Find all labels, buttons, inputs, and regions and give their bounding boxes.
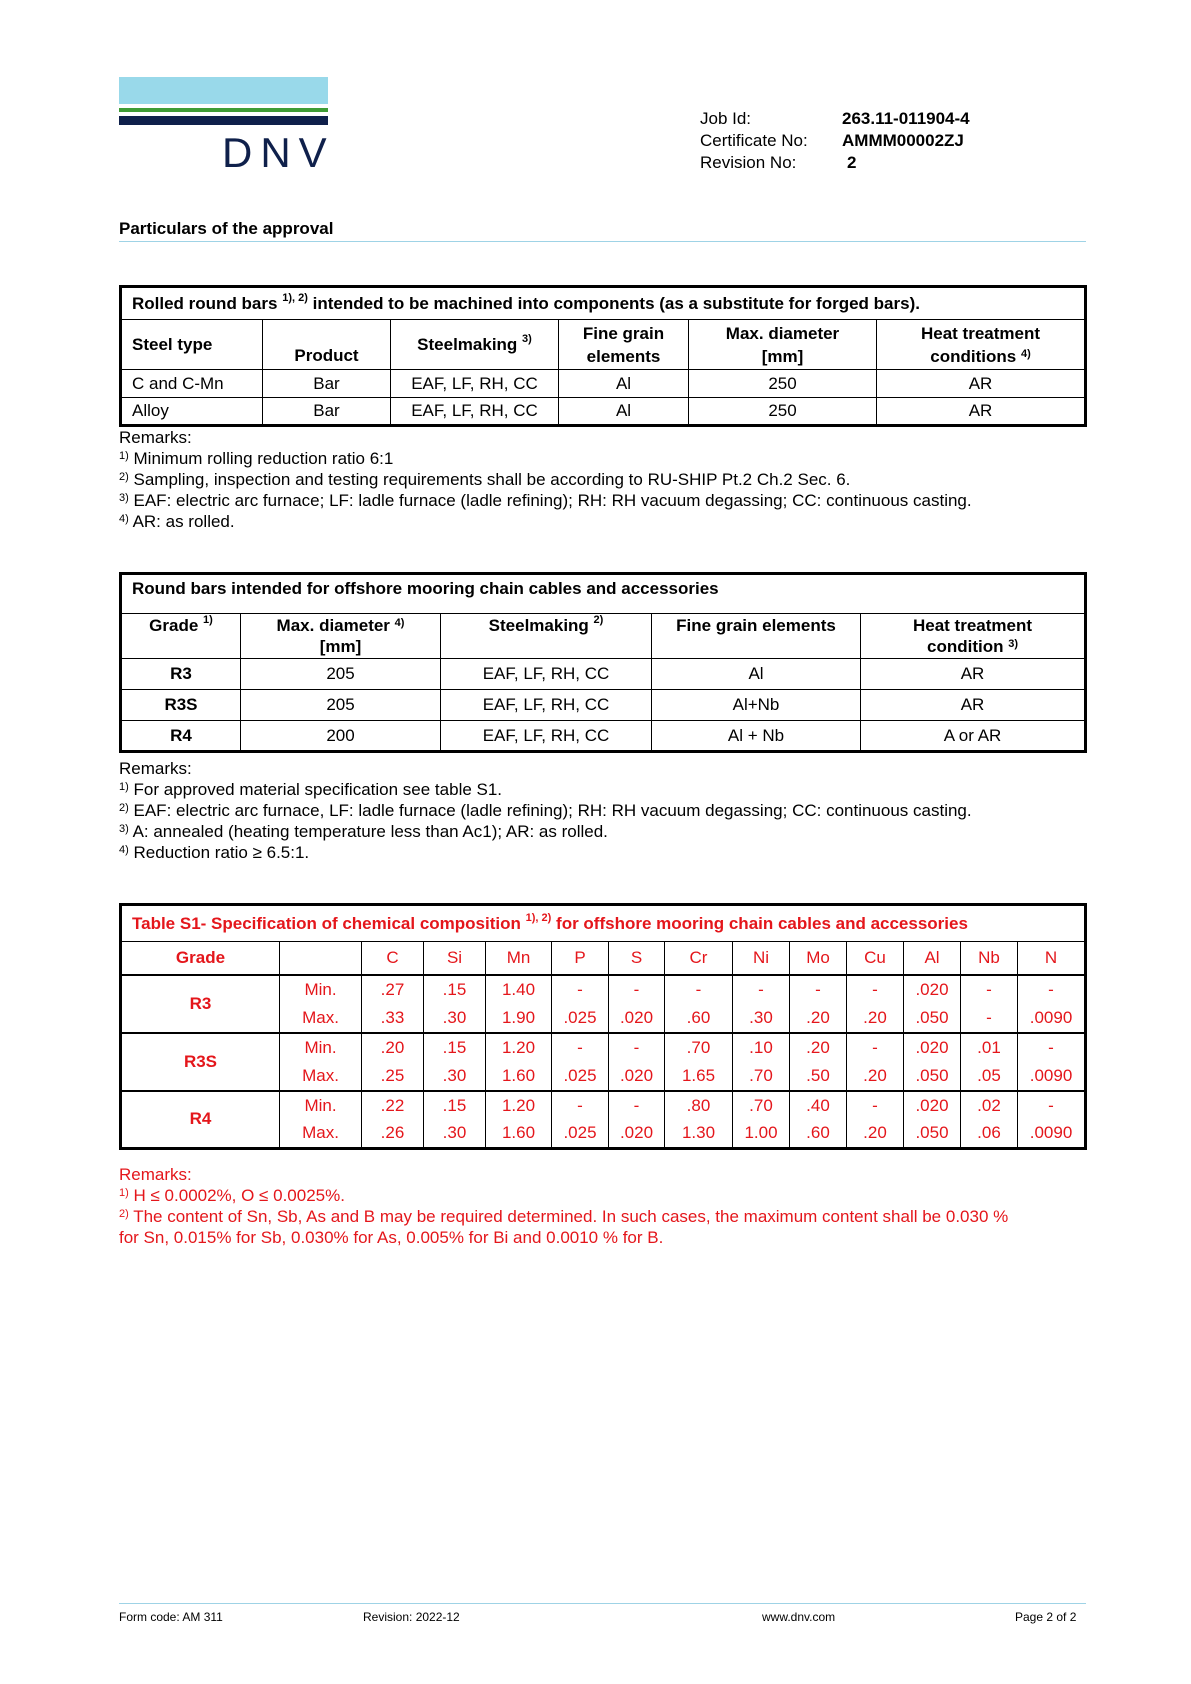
cell-value: .025 xyxy=(552,1120,609,1149)
logo-bar-dark-blue xyxy=(119,116,328,125)
cell-value: 1.60 xyxy=(486,1062,552,1091)
cell-value: .70 xyxy=(665,1033,733,1062)
cell-value: .020 xyxy=(609,1004,665,1033)
cell-steelmaking: EAF, LF, RH, CC xyxy=(391,398,559,426)
cell-value: .0090 xyxy=(1018,1062,1086,1091)
cell-value: 1.40 xyxy=(486,975,552,1004)
table2-header-row xyxy=(121,614,1086,659)
cell-value: .0090 xyxy=(1018,1004,1086,1033)
cell-fine-grain: Al + Nb xyxy=(652,721,861,752)
cell-value: .20 xyxy=(847,1004,904,1033)
remark-line: for Sn, 0.015% for Sb, 0.030% for As, 0.005% for Bi and 0.0010 % for B. xyxy=(119,1228,664,1247)
rolled-round-bars-table xyxy=(119,285,1087,427)
header-steelmaking: Steelmaking $^{3)}$ xyxy=(391,320,559,370)
header-heat-treatment: Heat treatment condition $^{3)}$ xyxy=(861,614,1086,659)
cell-value: .02 xyxy=(961,1091,1018,1120)
cell-value: .20 xyxy=(790,1033,847,1062)
remark-line: $^{1)}$ Minimum rolling reduction ratio 6:1 xyxy=(119,449,394,468)
cell-max-diameter: 250 xyxy=(689,398,877,426)
header-grade: Grade $^{1)}$ xyxy=(121,614,241,659)
table-row xyxy=(121,370,1086,398)
job-id-label: Job Id: xyxy=(700,109,752,128)
cell-max-diameter: 250 xyxy=(689,370,877,398)
cell-value: .30 xyxy=(424,1004,486,1033)
cell-value: - xyxy=(552,1033,609,1062)
header-element: Si xyxy=(424,942,486,975)
cell-value: - xyxy=(847,975,904,1004)
certificate-meta xyxy=(700,108,970,174)
cell-value: 1.30 xyxy=(665,1120,733,1149)
cell-value: - xyxy=(847,1033,904,1062)
cell-value: - xyxy=(733,975,790,1004)
cell-value: .20 xyxy=(790,1004,847,1033)
table1-title: Rolled round bars $^{1), 2)}$ intended to be machined into components (as a substitute for forged bars). xyxy=(121,287,1086,320)
cell-heat-treatment: AR xyxy=(877,370,1086,398)
footer-divider xyxy=(119,1603,1086,1604)
cell-value: .25 xyxy=(362,1062,424,1091)
job-id-value: 263.11-011904-4 xyxy=(842,109,970,128)
remarks-heading: Remarks: xyxy=(119,428,192,447)
logo-text: DNV xyxy=(222,129,335,176)
cell-steel-type: Alloy xyxy=(121,398,263,426)
cell-value: .60 xyxy=(665,1004,733,1033)
cell-value: - xyxy=(609,975,665,1004)
cell-value: .025 xyxy=(552,1062,609,1091)
cell-limit-label: Max. xyxy=(280,1004,362,1033)
cell-heat-treatment: A or AR xyxy=(861,721,1086,752)
cell-grade: R3 xyxy=(121,659,241,690)
certificate-no-label: Certificate No: xyxy=(700,131,808,150)
cell-max-diameter: 205 xyxy=(241,690,441,721)
cell-value: 1.90 xyxy=(486,1004,552,1033)
cell-value: .40 xyxy=(790,1091,847,1120)
cell-value: .27 xyxy=(362,975,424,1004)
remarks-heading: Remarks: xyxy=(119,759,192,778)
table-row xyxy=(121,721,1086,752)
remark-line: $^{3)}$ A: annealed (heating temperature less than Ac1); AR: as rolled. xyxy=(119,822,608,841)
cell-value: .60 xyxy=(790,1120,847,1149)
header-element: S xyxy=(609,942,665,975)
cell-value: 1.20 xyxy=(486,1033,552,1062)
cell-heat-treatment: AR xyxy=(877,398,1086,426)
header-element: N xyxy=(1018,942,1086,975)
header-fine-grain: Fine grain elements xyxy=(559,320,689,370)
footer-revision: Revision: 2022-12 xyxy=(363,1610,460,1624)
table3-remarks xyxy=(119,1164,1008,1248)
cell-heat-treatment: AR xyxy=(861,690,1086,721)
table-row xyxy=(121,690,1086,721)
table-row xyxy=(121,1091,1086,1120)
header-element: Ni xyxy=(733,942,790,975)
cell-value: 1.60 xyxy=(486,1120,552,1149)
cell-grade: R3S xyxy=(121,690,241,721)
cell-value: .30 xyxy=(733,1004,790,1033)
cell-value: .020 xyxy=(904,1033,961,1062)
cell-value: .020 xyxy=(904,1091,961,1120)
cell-value: .050 xyxy=(904,1004,961,1033)
cell-grade: R3 xyxy=(121,975,280,1033)
cell-steelmaking: EAF, LF, RH, CC xyxy=(441,659,652,690)
table-row xyxy=(121,398,1086,426)
header-element: Mo xyxy=(790,942,847,975)
cell-value: - xyxy=(552,975,609,1004)
cell-steelmaking: EAF, LF, RH, CC xyxy=(441,721,652,752)
cell-value: - xyxy=(1018,1033,1086,1062)
cell-value: .05 xyxy=(961,1062,1018,1091)
table-row xyxy=(121,1033,1086,1062)
header-element: Al xyxy=(904,942,961,975)
cell-value: - xyxy=(1018,975,1086,1004)
cell-value: - xyxy=(609,1033,665,1062)
cell-product: Bar xyxy=(263,370,391,398)
section-title: Particulars of the approval xyxy=(119,219,334,238)
cell-grade: R4 xyxy=(121,1091,280,1149)
cell-grade: R3S xyxy=(121,1033,280,1091)
cell-value: .50 xyxy=(790,1062,847,1091)
cell-value: .020 xyxy=(609,1062,665,1091)
section-divider xyxy=(119,241,1086,242)
mooring-chain-bars-table xyxy=(119,572,1087,753)
header-steel-type: Steel type xyxy=(121,320,263,370)
table2-remarks xyxy=(119,758,972,863)
header-element: Mn xyxy=(486,942,552,975)
table3-title: Table S1- Specification of chemical composition $^{1), 2)}$ for offshore mooring chain cables and accessories xyxy=(121,905,1086,942)
remark-line: $^{2)}$ Sampling, inspection and testing requirements shall be according to RU-SHIP Pt.2 Ch.2 Sec. 6. xyxy=(119,470,851,489)
cell-value: - xyxy=(665,975,733,1004)
remark-line: $^{1)}$ For approved material specification see table S1. xyxy=(119,780,503,799)
remark-line: $^{1)}$ H ≤ 0.0002%, O ≤ 0.0025%. xyxy=(119,1186,345,1205)
cell-limit-label: Max. xyxy=(280,1120,362,1149)
cell-value: .020 xyxy=(609,1120,665,1149)
logo-bar-green xyxy=(119,108,328,112)
revision-no-label: Revision No: xyxy=(700,153,797,172)
cell-value: .050 xyxy=(904,1062,961,1091)
remark-line: $^{4)}$ Reduction ratio ≥ 6.5:1. xyxy=(119,843,310,862)
cell-value: - xyxy=(961,975,1018,1004)
remark-line: $^{4)}$ AR: as rolled. xyxy=(119,512,235,531)
cell-value: .020 xyxy=(904,975,961,1004)
cell-value: .30 xyxy=(424,1120,486,1149)
cell-steelmaking: EAF, LF, RH, CC xyxy=(441,690,652,721)
cell-value: .30 xyxy=(424,1062,486,1091)
cell-fine-grain: Al+Nb xyxy=(652,690,861,721)
remarks-heading: Remarks: xyxy=(119,1165,192,1184)
table1-remarks xyxy=(119,427,972,532)
logo-bar-light-blue xyxy=(119,77,328,104)
cell-limit-label: Max. xyxy=(280,1062,362,1091)
cell-value: .10 xyxy=(733,1033,790,1062)
cell-limit-label: Min. xyxy=(280,1091,362,1120)
cell-value: - xyxy=(609,1091,665,1120)
cell-value: 1.65 xyxy=(665,1062,733,1091)
certificate-no-value: AMMM00002ZJ xyxy=(842,131,964,150)
cell-steelmaking: EAF, LF, RH, CC xyxy=(391,370,559,398)
cell-value: 1.20 xyxy=(486,1091,552,1120)
table3-header-row xyxy=(121,942,1086,975)
remark-line: $^{2)}$ EAF: electric arc furnace, LF: ladle furnace (ladle refining); RH: RH vacuum degassing; CC: continuous casting. xyxy=(119,801,972,820)
cell-value: .15 xyxy=(424,1033,486,1062)
header-product: Product xyxy=(263,320,391,370)
cell-steel-type: C and C-Mn xyxy=(121,370,263,398)
remark-line: $^{3)}$ EAF: electric arc furnace; LF: ladle furnace (ladle refining); RH: RH vacuum degassing; CC: continuous casting. xyxy=(119,491,972,510)
revision-no-value: 2 xyxy=(847,153,857,172)
header-element: Cr xyxy=(665,942,733,975)
cell-limit-label: Min. xyxy=(280,975,362,1004)
cell-value: .025 xyxy=(552,1004,609,1033)
cell-value: .050 xyxy=(904,1120,961,1149)
table-row xyxy=(121,659,1086,690)
header-max-diameter: Max. diameter [mm] xyxy=(689,320,877,370)
header-grade: Grade xyxy=(121,942,280,975)
cell-value: 1.00 xyxy=(733,1120,790,1149)
cell-fine-grain: Al xyxy=(652,659,861,690)
header-element: C xyxy=(362,942,424,975)
table1-header-row xyxy=(121,320,1086,370)
cell-value: .70 xyxy=(733,1091,790,1120)
cell-value: .70 xyxy=(733,1062,790,1091)
chemical-composition-table xyxy=(119,903,1087,1150)
cell-fine-grain: Al xyxy=(559,370,689,398)
header-steelmaking: Steelmaking $^{2)}$ xyxy=(441,614,652,659)
cell-value: .15 xyxy=(424,975,486,1004)
cell-value: .20 xyxy=(362,1033,424,1062)
remark-line: $^{2)}$ The content of Sn, Sb, As and B may be required determined. In such cases, the maximum content shall be 0.030 % xyxy=(119,1207,1009,1226)
cell-value: .22 xyxy=(362,1091,424,1120)
cell-heat-treatment: AR xyxy=(861,659,1086,690)
cell-product: Bar xyxy=(263,398,391,426)
header-fine-grain: Fine grain elements xyxy=(652,614,861,659)
cell-value: - xyxy=(552,1091,609,1120)
cell-max-diameter: 200 xyxy=(241,721,441,752)
cell-value: - xyxy=(961,1004,1018,1033)
cell-value: .0090 xyxy=(1018,1120,1086,1149)
cell-value: - xyxy=(1018,1091,1086,1120)
footer-page-number: Page 2 of 2 xyxy=(1015,1610,1077,1624)
cell-max-diameter: 205 xyxy=(241,659,441,690)
footer-form-code: Form code: AM 311 xyxy=(119,1610,223,1624)
cell-limit-label: Min. xyxy=(280,1033,362,1062)
cell-fine-grain: Al xyxy=(559,398,689,426)
cell-value: - xyxy=(790,975,847,1004)
cell-value: .33 xyxy=(362,1004,424,1033)
cell-grade: R4 xyxy=(121,721,241,752)
cell-value: .26 xyxy=(362,1120,424,1149)
header-element: Cu xyxy=(847,942,904,975)
header-blank xyxy=(280,942,362,975)
cell-value: .80 xyxy=(665,1091,733,1120)
header-heat-treatment: Heat treatment conditions $^{4)}$ xyxy=(877,320,1086,370)
cell-value: .20 xyxy=(847,1120,904,1149)
table-row xyxy=(121,975,1086,1004)
table2-title: Round bars intended for offshore mooring chain cables and accessories xyxy=(121,574,1086,614)
header-max-diameter: Max. diameter $^{4)}$ [mm] xyxy=(241,614,441,659)
header-element: P xyxy=(552,942,609,975)
cell-value: .01 xyxy=(961,1033,1018,1062)
footer-website[interactable]: www.dnv.com xyxy=(762,1610,836,1624)
cell-value: - xyxy=(847,1091,904,1120)
cell-value: .15 xyxy=(424,1091,486,1120)
cell-value: .20 xyxy=(847,1062,904,1091)
cell-value: .06 xyxy=(961,1120,1018,1149)
header-element: Nb xyxy=(961,942,1018,975)
